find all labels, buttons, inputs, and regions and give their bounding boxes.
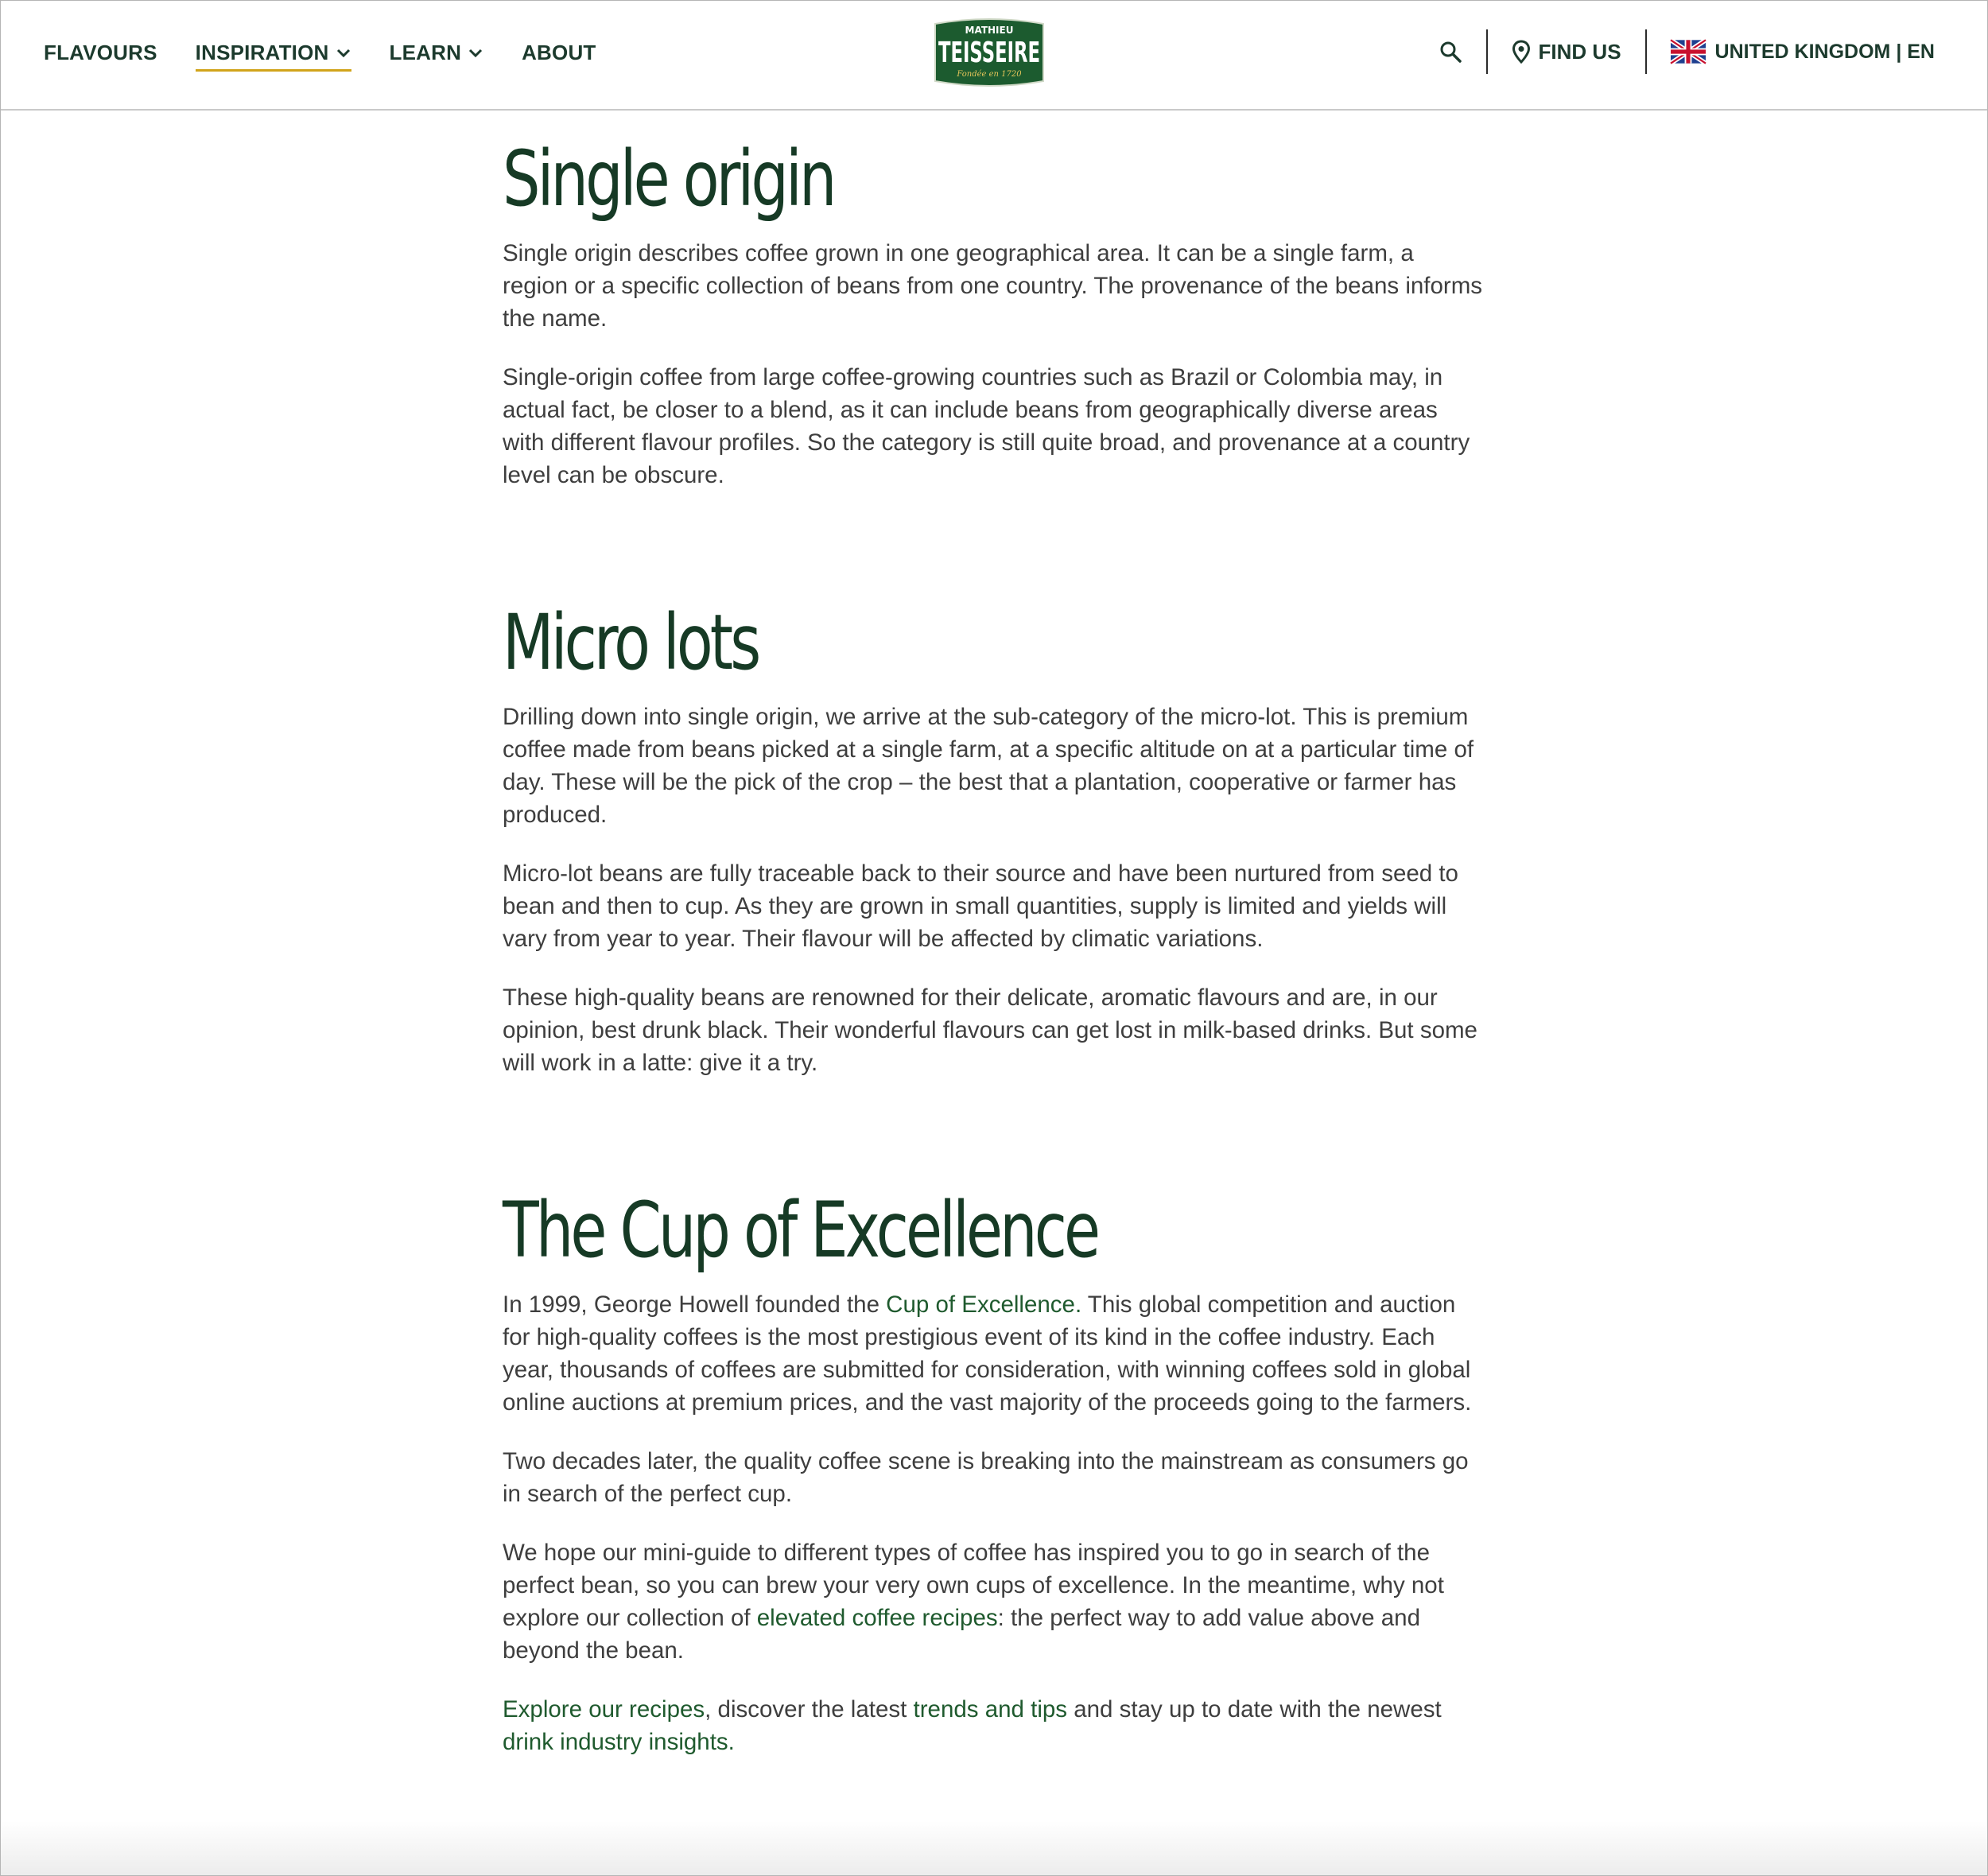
nav-learn[interactable] xyxy=(390,37,484,68)
locale-label: UNITED KINGDOM | EN xyxy=(1714,40,1935,63)
search-button[interactable] xyxy=(1439,40,1462,64)
paragraph: These high-quality beans are renowned for their delicate, aromatic flavours and are, in our opinion, best drunk black. Their wonderful flavours can get lost in milk-based drinks. But some will work in a latte: give it a try. xyxy=(503,985,1477,1076)
nav-inspiration[interactable] xyxy=(196,37,351,68)
paragraph xyxy=(503,1536,1485,1667)
trends-and-tips-link[interactable]: trends and tips xyxy=(913,1696,1068,1723)
paragraph: Micro-lot beans are fully traceable back to their source and have been nurtured from seed to bean and then to cup. As they are grown in small quantities, supply is limited and yields will vary from year to year. Their flavour will be affected by climatic variations. xyxy=(503,860,1458,952)
site-header xyxy=(0,0,1988,111)
uk-flag-icon xyxy=(1671,40,1706,64)
text: and stay up to date with the newest xyxy=(1067,1696,1442,1723)
section-title: Micro lots xyxy=(503,598,759,687)
find-us-label: FIND US xyxy=(1538,39,1621,64)
cup-of-excellence-link[interactable]: Cup of Excellence. xyxy=(886,1291,1082,1318)
section-single-origin xyxy=(503,127,1485,491)
chevron-down-icon xyxy=(468,45,483,60)
nav-inspiration-label: INSPIRATION xyxy=(195,40,329,64)
text: : the perfect way to add value above and beyond the bean. xyxy=(503,1605,1420,1664)
nav-learn-label: LEARN xyxy=(389,40,462,64)
nav-flavours[interactable] xyxy=(44,37,157,68)
text: , discover the latest xyxy=(705,1696,914,1723)
explore-recipes-link[interactable]: Explore our recipes xyxy=(503,1696,705,1723)
section-title: Single origin xyxy=(503,134,834,223)
text: This global competition and auction for high-quality coffees is the most prestigious event of its kind in the coffee industry. Each year, thousands of coffees are submitted for consideration, with winning coffees sold in global online auctions at premium prices, and the vast majority of the proceeds going to the farmers. xyxy=(503,1291,1472,1416)
text: In 1999, George Howell founded the xyxy=(503,1291,887,1318)
nav-about[interactable] xyxy=(522,37,596,68)
location-pin-icon xyxy=(1512,40,1531,64)
paragraph: Drilling down into single origin, we arrive at the sub-category of the micro-lot. This is premium coffee made from beans picked at a single farm, at a specific altitude on at a particular time of day. These will be the pick of the crop – the best that a plantation, cooperative or farmer has produced. xyxy=(503,704,1474,828)
header-divider xyxy=(1486,29,1488,74)
paragraph xyxy=(503,1693,1485,1758)
find-us-link[interactable] xyxy=(1512,40,1621,64)
nav-about-label: ABOUT xyxy=(522,40,596,64)
section-micro-lots xyxy=(503,591,1485,1079)
chevron-down-icon xyxy=(336,45,351,60)
elevated-coffee-recipes-link[interactable]: elevated coffee recipes xyxy=(756,1605,998,1631)
locale-selector[interactable] xyxy=(1671,40,1935,64)
paragraph xyxy=(503,1288,1485,1419)
paragraph: Two decades later, the quality coffee scene is breaking into the mainstream as consumers go in search of the perfect cup. xyxy=(503,1448,1469,1507)
drink-industry-insights-link[interactable]: drink industry insights. xyxy=(503,1729,735,1755)
search-icon xyxy=(1439,40,1462,64)
header-utilities xyxy=(1439,29,1935,75)
logo-sub-text: Fondée en 1720 xyxy=(957,70,1022,79)
header-divider xyxy=(1645,29,1647,74)
article-content xyxy=(503,127,1485,1785)
paragraph: Single origin describes coffee grown in one geographical area. It can be a single farm, a region or a specific collection of beans from one country. The provenance of the beans informs the name. xyxy=(503,240,1483,332)
nav-flavours-label: FLAVOURS xyxy=(44,40,157,64)
text: We hope our mini-guide to different types of coffee has inspired you to go in search of the perfect bean, so you can brew your very own cups of excellence. In the meantime, why not explore our collection of xyxy=(503,1540,1444,1631)
footer-shadow xyxy=(0,1821,1988,1876)
paragraph: Single-origin coffee from large coffee-growing countries such as Brazil or Colombia may, in actual fact, be closer to a blend, as it can include beans from geographically diverse areas with different flavour profiles. So the category is still quite broad, and provenance at a country level can be obscure. xyxy=(503,364,1470,488)
section-title: The Cup of Excellence xyxy=(503,1186,1098,1275)
section-cup-of-excellence xyxy=(503,1179,1485,1758)
logo-top-text: MATHIEU xyxy=(965,25,1014,36)
teisseire-logo[interactable] xyxy=(930,16,1048,89)
logo-main-text: TEISSEIRE xyxy=(938,37,1040,69)
main-nav xyxy=(44,37,635,68)
